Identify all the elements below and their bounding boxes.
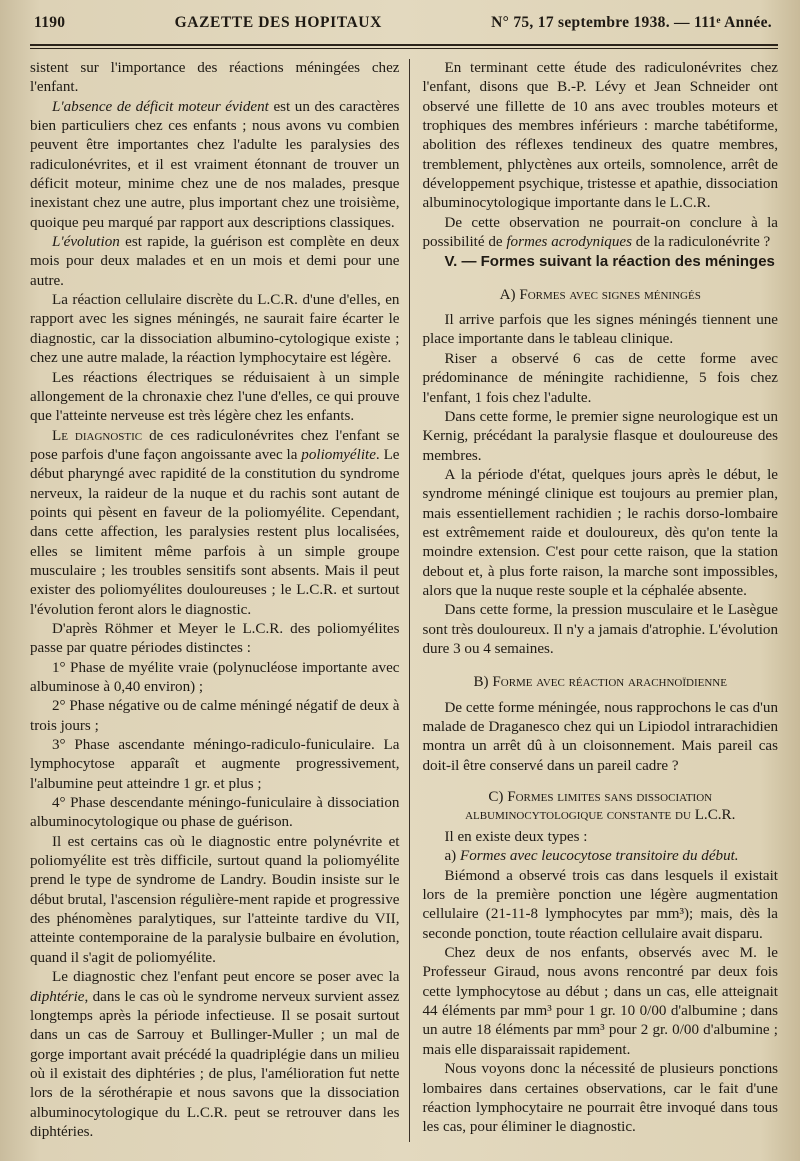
paragraph: Il en existe deux types : — [444, 829, 588, 846]
paragraph-text: De cette observation ne pourrait-on conclure à la possibilité de — [422, 214, 778, 251]
emphasis: formes acrodyniques — [506, 234, 632, 251]
paragraph-text: Le diagnostic chez l'enfant peut encore se poser avec la — [52, 969, 400, 986]
paragraph: En terminant cette étude des radiculonévrites chez l'enfant, disons que B.-P. Lévy et Jean Schneider ont observé une fillette de 10 ans avec troubles moteurs et trophiques des membres inférieurs : marche tabétiforme, abolition des réflexes tendineux des quatre membres, tremblement, phlyctènes aux orteils, somnolence, arrêt de développement psychique, tristesse et apathie, dissociation albuminocytologique importante dans le L.C.R. — [422, 60, 778, 212]
paragraph — [30, 968, 399, 1142]
page-header — [30, 14, 778, 40]
small-caps-term: Le diagnostic — [52, 427, 143, 444]
subsection-heading: C) Formes limites sans dissociation albuminocytologique constante du L.C.R. — [465, 789, 736, 824]
paragraph: Riser a observé 6 cas de cette forme avec prédominance de méningite rachidienne, 5 fois chez l'enfant, 1 fois chez l'adulte. — [422, 350, 778, 406]
paragraph: Dans cette forme, la pression musculaire et le Lasègue sont très douloureux. Il n'y a jamais d'atrophie. L'évolution dure 3 ou 4 semaines. — [422, 602, 778, 657]
issue-info: N° 75, 17 septembre 1938. — 111ᵉ Année. — [491, 14, 772, 31]
paragraph: De cette forme méningée, nous rapprochons le cas d'un malade de Draganesco chez qui un Lipiodol intrarachidien montra un arrêt dû à un cloisonnement. Mais pareil cas doit-il être conservé dans un pareil cadre ? — [422, 699, 778, 774]
paragraph — [30, 427, 399, 620]
paragraph: Il arrive parfois que les signes méningés tiennent une place importante dans le tableau clinique. — [422, 312, 778, 348]
paragraph: Nous voyons donc la nécessité de plusieurs ponctions lombaires dans certaines observations, car le fait d'une réaction lymphocytaire ne pourrait être invoqué dans tous les cas, pour éliminer le diagnostic. — [422, 1061, 778, 1136]
subsection-heading: A) Formes avec signes méningés — [499, 286, 701, 303]
paragraph-text: a) — [444, 848, 460, 865]
paragraph — [422, 847, 778, 866]
list-item: 4° Phase descendante méningo-funiculaire à dissociation albuminocytologique ou phase de guérison. — [30, 795, 400, 831]
subsection-heading: B) Forme avec réaction arachnoïdienne — [473, 674, 727, 691]
header-rule — [30, 44, 778, 46]
list-item: 1° Phase de myélite vraie (polynucléose importante avec albuminose à 0,40 environ) ; — [30, 659, 400, 695]
text-columns — [30, 59, 778, 1142]
paragraph-text: . Le début pharyngé avec rapidité de la constitution du syndrome nerveux, la raideur de la nuque et du rachis sont autant de points qui pèsent en faveur de la poliomyélite. Cependant, dans cette affection, les paralysies restent plus localisées, elles se limitent même parfois à un simple groupe musculaire ; les troubles sensitifs sont absents. Mais il peut exister des poliomyélites douloureuses ; le L.C.R. et surtout l'évolution feront alors le diagnostic. — [30, 446, 400, 618]
emphasis: L'absence de déficit moteur évident — [52, 98, 269, 115]
journal-title: GAZETTE DES HOPITAUX — [174, 14, 382, 31]
paragraph: Biémond a observé trois cas dans lesquels il existait lors de la première ponction une légère augmentation cellulaire (21-11-8 lymphocytes par mm³); mais, dès la seconde ponction, toute réaction cellulaire avait disparu. — [422, 867, 778, 942]
paragraph — [30, 233, 399, 291]
right-column — [409, 59, 778, 1142]
list-item: 3° Phase ascendante méningo-radiculo-funiculaire. La lymphocytose apparaît et augmente progressivement, l'albumine peut atteindre 1 gr. et plus ; — [30, 737, 400, 792]
section-heading: V. — Formes suivant la réaction des méninges — [444, 253, 775, 271]
emphasis: poliomyélite — [301, 446, 376, 463]
list-item: 2° Phase négative ou de calme méningé négatif de deux à trois jours ; — [30, 698, 400, 734]
paragraph — [422, 214, 778, 253]
paragraph-text: de la radiculonévrite ? — [631, 234, 771, 251]
paragraph-text: de ces radiculonévrites chez l'enfant se pose parfois d'une façon angoissante avec la — [30, 427, 400, 463]
paragraph: sistent sur l'importance des réactions méningées chez l'enfant. — [30, 60, 400, 96]
paragraph-text: est rapide, la guérison est complète en deux mois pour deux malades et en un mois et demi pour une autre. — [30, 234, 400, 289]
left-column — [30, 59, 409, 1142]
paragraph — [30, 98, 399, 233]
paragraph: Les réactions électriques se réduisaient à un simple allongement de la chronaxie chez l'une d'elles, ce qui prouve que l'atteinte nerveuse est très légère chez les enfants. — [30, 369, 400, 425]
paragraph: Dans cette forme, le premier signe neurologique est un Kernig, précédant la paralysie flasque et douloureuse des membres. — [422, 408, 778, 464]
paragraph-text: est un des caractères bien particuliers chez ces enfants ; nous avons vu combien peuvent être importantes chez l'adulte les paralysies des radiculonévrites, et il est vraiment étonnant de trouver un déficit moteur, minime chez une de nos malades, presque inexistant chez une autre, plus important chez une troisième, quoique peu marqué par rapport aux descriptions classiques. — [30, 98, 400, 231]
paragraph: Il est certains cas où le diagnostic entre polynévrite et poliomyélite est très difficile, surtout quand la poliomyélite prend le type de syndrome de Landry. Boudin insiste sur le début brutal, l'ascension régulière-ment rapide et progressive des phénomènes paralytiques, sur l'atteinte tardive du VII, atteinte contemporaine de la paralysie bulbaire en évolution, quand il s'agit de poliomyélite. — [30, 833, 400, 966]
paragraph: Chez deux de nos enfants, observés avec M. le Professeur Giraud, nous avons rencontré par deux fois cette lymphocytose au début ; dans un cas, elle atteignait 44 éléments par mm³ pour 1 gr. 10 0/00 d'albumine ; dans un autre 18 éléments par mm³ pour 2 gr. 0/00 d'albumine ; mais elle disparaissait rapidement. — [422, 945, 778, 1058]
emphasis: diphtérie — [30, 988, 85, 1005]
page-number: 1190 — [34, 14, 66, 31]
paragraph: D'après Röhmer et Meyer le L.C.R. des poliomyélites passe par quatre périodes distinctes : — [30, 620, 400, 657]
paragraph-text: , dans le cas où le syndrome nerveux survient assez longtemps après la période infectieuse. Il se posait surtout dans un cas de Sarrouy et Bullinger-Muller ; un mal de gorge important avait précédé la quadriplégie dans un milieu où il existait des diphtéries ; de plus, l'amélioration fut nette lors de la sérothérapie et nous savons que la dissociation albuminocytologique du L.C.R. peut se retrouver dans les diphtéries. — [30, 988, 400, 1140]
paragraph: La réaction cellulaire discrète du L.C.R. d'une d'elles, en rapport avec les signes méningés, ne saurait faire écarter le diagnostic, car la dissociation albumino-cytologique existe ; chez une autre malade, la réaction lymphocytaire est légère. — [30, 292, 400, 367]
emphasis: Formes avec leucocytose transitoire du début. — [459, 848, 739, 865]
paragraph: A la période d'état, quelques jours après le début, le syndrome méningé clinique est toujours au premier plan, mais essentiellement rachidien ; le rachis dorso-lombaire est extrêmement raide et douloureux, dès qu'on tente la moindre extension. C'est pour cette raison, que la station debout et, à plus forte raison, la marche sont impossibles, alors que la nuque reste souple et la céphalée absente. — [422, 466, 778, 599]
header-rule-thin — [30, 48, 778, 49]
emphasis: L'évolution — [52, 234, 120, 251]
